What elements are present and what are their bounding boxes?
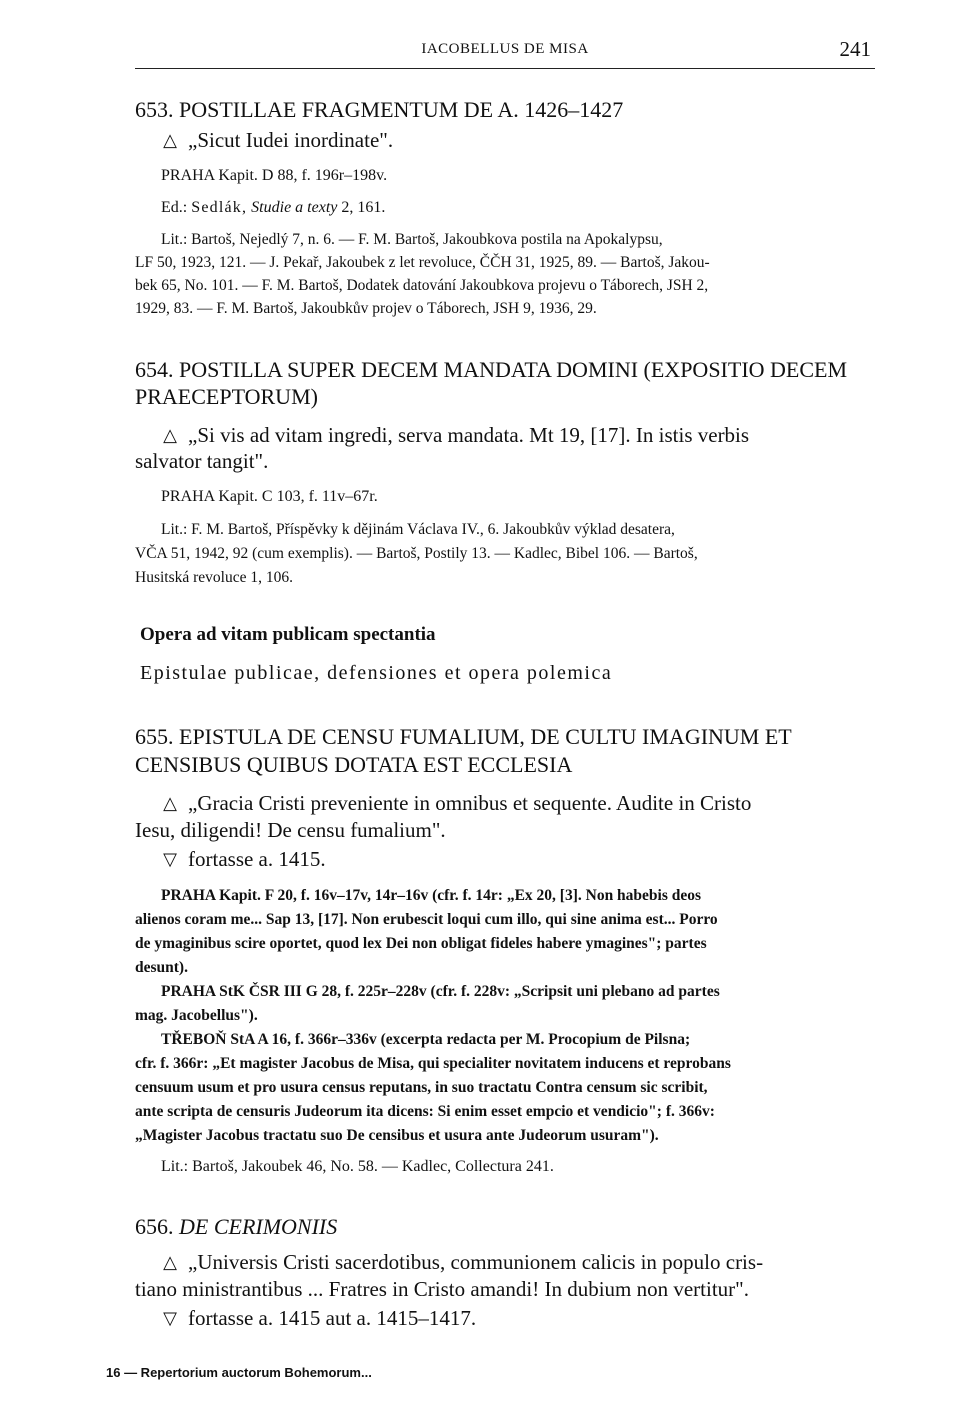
entry-656-date-text: fortasse a. 1415 aut a. 1415–1417.: [188, 1306, 477, 1330]
entry-655-ms-line: mag. Jacobellus").: [135, 1007, 258, 1024]
entry-655-incipit-text: „Gracia Cristi preveniente in omnibus et sequente. Audite in Cristo: [188, 791, 752, 815]
section-subtitle: Epistulae publicae, defensiones et opera polemica: [140, 662, 613, 684]
entry-656-incipit-text: „Universis Cristi sacerdotibus, communionem calicis in populo cris-: [188, 1250, 764, 1274]
entry-654-lit-line: VČA 51, 1942, 92 (cum exemplis). — Bartoš, Postily 13. — Kadlec, Bibel 106. — Bartoš,: [135, 545, 698, 562]
entry-653-edition: [161, 199, 385, 217]
entry-656-heading: [135, 1214, 337, 1240]
running-head-title: IACOBELLUS DE MISA: [421, 41, 589, 57]
entry-655-incipit: [161, 791, 751, 816]
incipit-triangle-icon: △: [163, 130, 177, 150]
entry-655-ms-line: de ymaginibus scire oportet, quod lex Dei non obligat fideles habere ymagines"; partes: [135, 935, 707, 952]
entry-654-heading: 654. POSTILLA SUPER DECEM MANDATA DOMINI (EXPOSITIO DECEM: [135, 357, 848, 382]
section-title: Opera ad vitam publicam spectantia: [140, 624, 436, 645]
entry-656-incipit-cont: tiano ministrantibus ... Fratres in Cristo amandi! In dubium non vertitur".: [135, 1277, 749, 1301]
entry-656-incipit: [161, 1250, 763, 1275]
entry-654-incipit-cont: salvator tangit".: [135, 449, 269, 473]
incipit-triangle-icon: △: [163, 793, 177, 813]
entry-655-ms-line: PRAHA StK ČSR III G 28, f. 225r–228v (cfr. f. 228v: „Scripsit uni plebano ad partes: [161, 983, 720, 1000]
entry-655-ms-line: alienos coram me... Sap 13, [17]. Non erubescit loqui cum illo, qui sine anima est... Porro: [135, 911, 718, 928]
entry-654-heading-cont: PRAECEPTORUM): [135, 384, 318, 409]
entry-653-heading: 653. POSTILLAE FRAGMENTUM DE A. 1426–1427: [135, 97, 624, 122]
entry-655-ms-line: cfr. f. 366r: „Et magister Jacobus de Misa, qui specialiter novitatem inducens et reprobans: [135, 1055, 731, 1072]
edition-author: Sedlák,: [191, 199, 248, 216]
entry-653-lit-line: bek 65, No. 101. — F. M. Bartoš, Dodatek datování Jakoubkova projevu o Táborech, JSH 2,: [135, 277, 709, 294]
entry-654-lit-line: Lit.: F. M. Bartoš, Příspěvky k dějinám Václava IV., 6. Jakoubkův výklad desatera,: [161, 521, 675, 538]
entry-655-date-text: fortasse a. 1415.: [188, 847, 326, 871]
entry-655-ms-line: TŘEBOŇ StA A 16, f. 366r–336v (excerpta redacta per M. Procopium de Pilsna;: [161, 1031, 691, 1048]
entry-655-ms-line: desunt).: [135, 959, 188, 976]
entry-655-ms-line: censuum usum et pro usura census reputans, in suo tractatu Contra censum sic scribit,: [135, 1079, 708, 1096]
entry-656-date: [161, 1306, 476, 1331]
edition-label: Ed.:: [161, 199, 188, 216]
entry-655-date: [161, 847, 326, 872]
page-number: 241: [839, 37, 871, 61]
entry-655-heading-cont: CENSIBUS QUIBUS DOTATA EST ECCLESIA: [135, 752, 573, 777]
entry-653-manuscript: PRAHA Kapit. D 88, f. 196r–198v.: [161, 167, 388, 184]
date-triangle-icon: ▽: [163, 849, 177, 869]
entry-653-incipit: [161, 128, 393, 153]
entry-656-title: DE CERIMONIIS: [179, 1214, 338, 1239]
incipit-triangle-icon: △: [163, 425, 177, 445]
footer-signature: 16 — Repertorium auctorum Bohemorum...: [106, 1365, 372, 1380]
entry-653-lit-line: 1929, 83. — F. M. Bartoš, Jakoubkův projev o Táborech, JSH 9, 1936, 29.: [135, 300, 597, 317]
entry-655-ms-line: PRAHA Kapit. F 20, f. 16v–17v, 14r–16v (cfr. f. 14r: „Ex 20, [3]. Non habebis deos: [161, 887, 702, 904]
entry-654-manuscript: PRAHA Kapit. C 103, f. 11v–67r.: [161, 488, 378, 505]
entry-655-heading: 655. EPISTULA DE CENSU FUMALIUM, DE CULTU IMAGINUM ET: [135, 724, 792, 749]
entry-653-lit-line: Lit.: Bartoš, Nejedlý 7, n. 6. — F. M. Bartoš, Jakoubkova postila na Apokalypsu,: [161, 231, 663, 248]
entry-654-incipit: [161, 423, 749, 448]
entry-653-lit-line: LF 50, 1923, 121. — J. Pekař, Jakoubek z let revoluce, ČČH 31, 1925, 89. — Bartoš, Jakou-: [135, 254, 710, 271]
entry-655-incipit-cont: Iesu, diligendi! De censu fumalium".: [135, 818, 446, 842]
edition-ref: 2, 161.: [341, 199, 386, 216]
running-head: [135, 37, 875, 69]
entry-656-number: 656.: [135, 1214, 174, 1239]
entry-655-ms-line: ante scripta de censuris Judeorum ita dicens: Si enim esset empcio et vendicio"; f. 366v:: [135, 1103, 715, 1120]
date-triangle-icon: ▽: [163, 1308, 177, 1328]
edition-title: Studie a texty: [251, 199, 338, 216]
entry-655-ms-line: „Magister Jacobus tractatu suo De censibus et usura ante Judeorum usuram").: [135, 1127, 659, 1144]
entry-654-incipit-text: „Si vis ad vitam ingredi, serva mandata. Mt 19, [17]. In istis verbis: [188, 423, 750, 447]
entry-654-lit-line: Husitská revoluce 1, 106.: [135, 569, 293, 586]
entry-653-incipit-text: „Sicut Iudei inordinate".: [188, 128, 394, 152]
incipit-triangle-icon: △: [163, 1252, 177, 1272]
entry-655-lit: Lit.: Bartoš, Jakoubek 46, No. 58. — Kadlec, Collectura 241.: [161, 1158, 554, 1175]
